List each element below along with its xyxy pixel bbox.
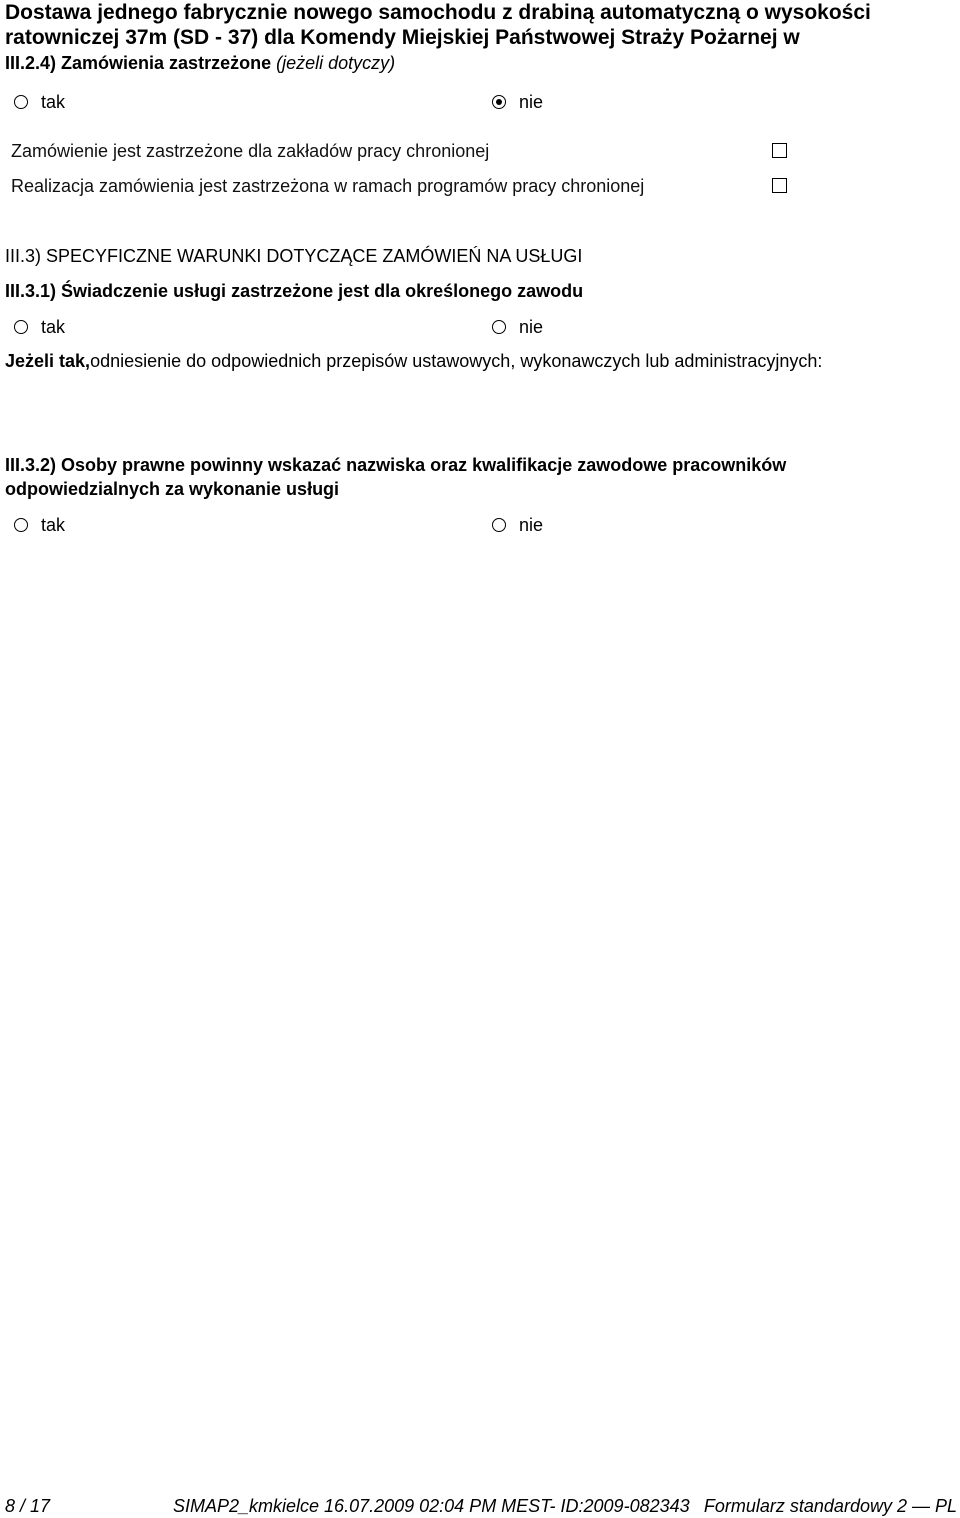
page-title-line-2: ratowniczej 37m (SD - 37) dla Komendy Miejskiej Państwowej Straży Pożarnej w	[5, 26, 800, 49]
radio-reserved-no-label: nie	[519, 92, 544, 112]
question-staff-names-line-2: odpowiedzialnych za wykonanie usługi	[5, 479, 340, 499]
form-name: Formularz standardowy 2 — PL	[703, 1496, 957, 1516]
page-title-line-1: Dostawa jednego fabrycznie nowego samochodu z drabiną automatyczną o wysokości	[5, 1, 871, 24]
sheltered-workshop-checkbox[interactable]	[772, 143, 787, 158]
radio-staff-names-no-label: nie	[519, 515, 544, 535]
sheltered-employment-label: Realizacja zamówienia jest zastrzeżona w ramach programów pracy chronionej	[11, 176, 645, 196]
section-heading-note: (jeżeli dotyczy)	[276, 53, 396, 73]
question-staff-names-line-1: III.3.2) Osoby prawne powinny wskazać nazwiska oraz kwalifikacje zawodowe pracowników	[5, 455, 787, 475]
radio-staff-names-no[interactable]	[492, 518, 506, 532]
radio-profession-no[interactable]	[492, 320, 506, 334]
profession-reference-note	[5, 350, 822, 372]
radio-reserved-yes-label: tak	[41, 92, 66, 112]
question-reserved-profession: III.3.1) Świadczenie usługi zastrzeżone jest dla określonego zawodu	[5, 281, 584, 301]
radio-profession-yes-label: tak	[41, 317, 66, 337]
radio-reserved-no[interactable]	[492, 95, 506, 109]
sheltered-employment-checkbox[interactable]	[772, 178, 787, 193]
radio-profession-no-label: nie	[519, 317, 544, 337]
radio-staff-names-yes-label: tak	[41, 515, 66, 535]
section-heading-service-conditions: III.3) SPECYFICZNE WARUNKI DOTYCZĄCE ZAMÓWIEŃ NA USŁUGI	[5, 246, 583, 266]
radio-reserved-yes[interactable]	[14, 95, 28, 109]
radio-profession-yes[interactable]	[14, 320, 28, 334]
document-id: SIMAP2_kmkielce 16.07.2009 02:04 PM MEST- ID:2009-082343	[173, 1496, 690, 1516]
radio-staff-names-yes[interactable]	[14, 518, 28, 532]
profession-reference-condition: Jeżeli tak,	[5, 351, 91, 371]
sheltered-workshop-label: Zamówienie jest zastrzeżone dla zakładów pracy chronionej	[11, 141, 490, 161]
section-heading-label: III.2.4) Zamówienia zastrzeżone	[5, 53, 272, 73]
profession-reference-text: odniesienie do odpowiednich przepisów ustawowych, wykonawczych lub administracyjnych:	[90, 351, 823, 371]
section-heading-reserved-contracts	[5, 52, 395, 74]
page-number: 8 / 17	[5, 1496, 51, 1516]
